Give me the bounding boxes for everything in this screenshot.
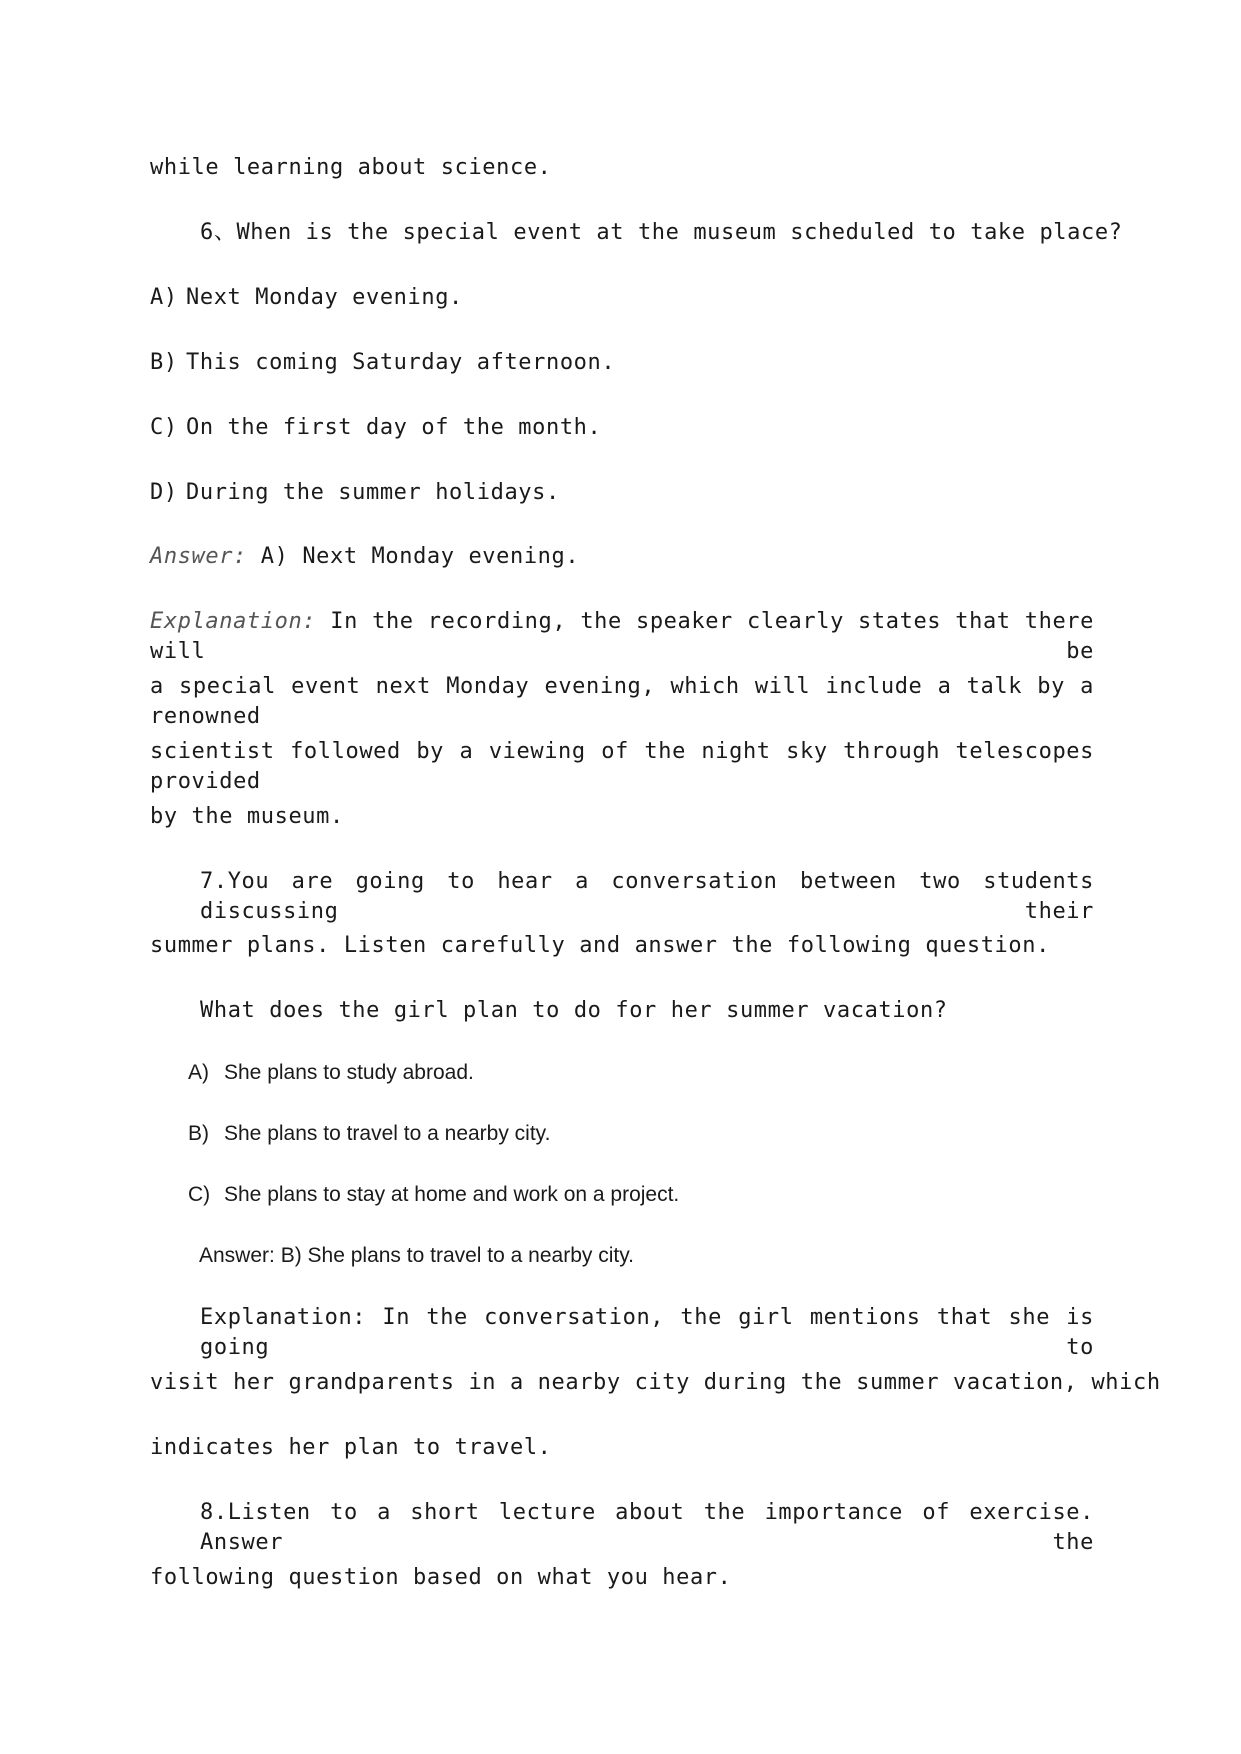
answer-label: Answer: — [150, 544, 247, 569]
explanation-text: In the recording, the speaker clearly states that there will be — [150, 609, 1094, 664]
option-text: Next Monday evening. — [186, 285, 463, 310]
question-7-explanation-line-3: indicates her plan to travel. — [150, 1435, 552, 1460]
option-letter: B) — [188, 1122, 209, 1145]
option-text: This coming Saturday afternoon. — [186, 350, 616, 375]
option-letter: C) — [150, 415, 178, 440]
question-6-option-a — [150, 283, 1100, 313]
question-8-line-2: following question based on what you hear. — [150, 1565, 732, 1590]
question-8-line-1: 8.Listen to a short lecture about the importance of exercise. Answer the — [200, 1500, 1094, 1555]
answer-text: A) Next Monday evening. — [260, 544, 580, 569]
question-6-explanation-line-2: a special event next Monday evening, which will include a talk by a renowned — [150, 674, 1094, 729]
question-6-answer — [150, 542, 1100, 572]
question-6-explanation-line-3: scientist followed by a viewing of the night sky through telescopes provided — [150, 739, 1094, 794]
option-letter: A) — [150, 285, 178, 310]
option-text: She plans to study abroad. — [224, 1061, 474, 1084]
question-6-explanation-line-4: by the museum. — [150, 804, 344, 829]
option-letter: D) — [150, 480, 178, 505]
question-7-explanation-line-1: Explanation: In the conversation, the girl mentions that she is going to — [200, 1305, 1094, 1360]
question-7-option-b — [188, 1119, 1138, 1149]
question-7-question: What does the girl plan to do for her summer vacation? — [200, 998, 948, 1023]
question-6: 6、When is the special event at the museum scheduled to take place? — [200, 220, 1123, 245]
option-letter: B) — [150, 350, 178, 375]
option-text: She plans to travel to a nearby city. — [224, 1122, 551, 1145]
question-6-option-d — [150, 478, 1100, 508]
question-7-option-c — [188, 1180, 1138, 1210]
question-6-option-b — [150, 348, 1100, 378]
question-6-explanation-line-1 — [150, 607, 1094, 667]
question-6-option-c — [150, 413, 1100, 443]
option-letter: A) — [188, 1061, 209, 1084]
option-text: On the first day of the month. — [186, 415, 602, 440]
question-7-answer: Answer: B) She plans to travel to a nearby city. — [199, 1244, 634, 1267]
option-letter: C) — [188, 1183, 211, 1206]
option-text: During the summer holidays. — [186, 480, 560, 505]
question-7-intro-line-2: summer plans. Listen carefully and answer the following question. — [150, 933, 1050, 958]
option-text: She plans to stay at home and work on a project. — [224, 1183, 680, 1206]
text-line-continuation: while learning about science. — [150, 155, 552, 180]
question-7-intro-line-1: 7.You are going to hear a conversation between two students discussing their — [200, 869, 1094, 924]
question-7-option-a — [188, 1058, 1138, 1088]
explanation-label: Explanation: — [150, 609, 317, 634]
question-7-explanation-line-2: visit her grandparents in a nearby city during the summer vacation, which — [150, 1370, 1161, 1395]
